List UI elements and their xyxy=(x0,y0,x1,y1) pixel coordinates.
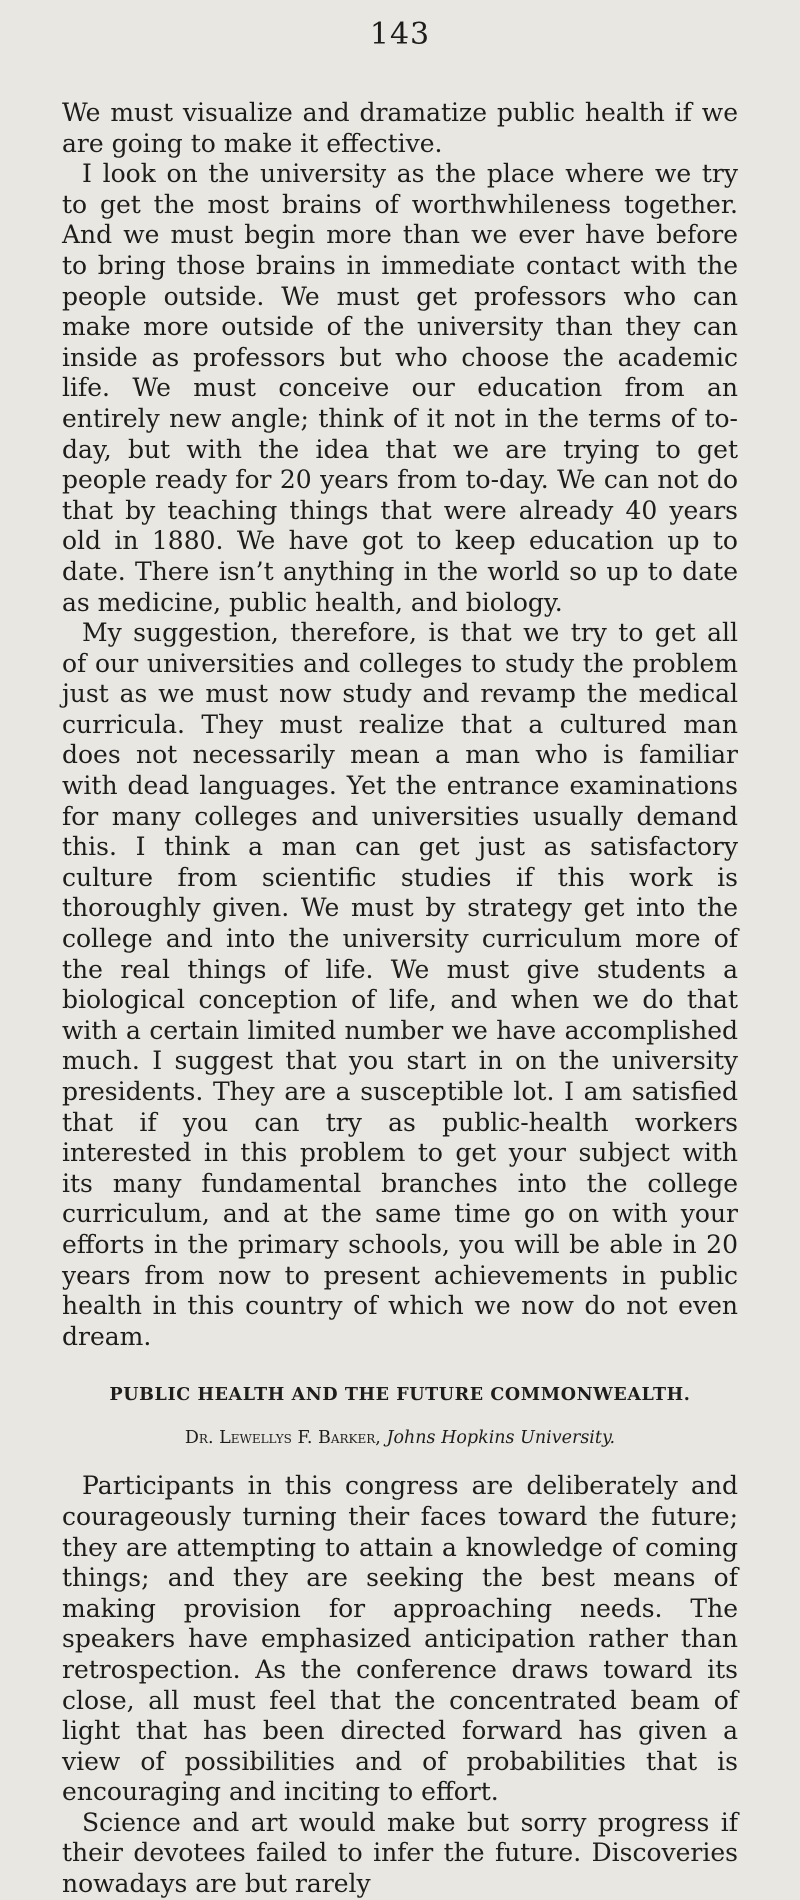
paragraph-suggestion: My suggestion, therefore, is that we try to get all of our universities and colleges to study the problem just as we must now study and revamp the medical curricula. They must realize that a cultured man does not necessarily mean a man who is familiar with dead languages. Yet the entrance examinations for many colleges and universities usually demand this. I think a man can get just as satisfactory culture from scientific studies if this work is thoroughly given. We must by strategy get into the college and into the university curriculum more of the real things of life. We must give students a biological conception of life, and when we do that with a certain limited number we have accomplished much. I suggest that you start in on the university presidents. They are a susceptible lot. I am satisfied that if you can try as public-health workers interested in this problem to get your subject with its many fundamental branches into the college curriculum, and at the same time go on with your efforts in the primary schools, you will be able in 20 years from now to present achievements in public health in this country of which we now do not even dream. xyxy=(62,618,738,1351)
paragraph-science: Science and art would make but sorry progress if their devotees failed to infer the future. Discoveries nowadays are but rarely xyxy=(62,1807,738,1899)
page-number: 143 xyxy=(369,17,431,52)
paragraph-university: I look on the university as the place where we try to get the most brains of worthwhileness together. And we must begin more than we ever have before to bring those brains in immediate contact with the people outside. We must get professors who can make more outside of the university than they can inside as professors but who choose the academic life. We must conceive our education from an entirely new angle; think of it not in the terms of to-day, but with the idea that we are trying to get people ready for 20 years from to-day. We can not do that by teaching things that were already 40 years old in 1880. We have got to keep education up to date. There isn’t anything in the world so up to date as medicine, public health, and biology. xyxy=(62,159,738,617)
section-title: PUBLIC HEALTH AND THE FUTURE COMMONWEALTH. xyxy=(109,1385,691,1406)
byline-institution: Johns Hopkins University. xyxy=(386,1428,616,1449)
paragraph-participants: Participants in this congress are deliberately and courageously turning their faces toward the future; they are attempting to attain a knowledge of coming things; and they are seeking the best means of making provision for approaching needs. The speakers have emphasized anticipation rather than retrospection. As the conference draws toward its close, all must feel that the concentrated beam of light that has been directed forward has given a view of possibilities and of probabilities that is encouraging and inciting to effort. xyxy=(62,1471,738,1807)
paragraph-visualize: We must visualize and dramatize public health if we are going to make it effective. xyxy=(62,98,738,158)
byline-author: Dr. Lewellys F. Barker, xyxy=(184,1428,381,1449)
byline xyxy=(62,1425,738,1451)
